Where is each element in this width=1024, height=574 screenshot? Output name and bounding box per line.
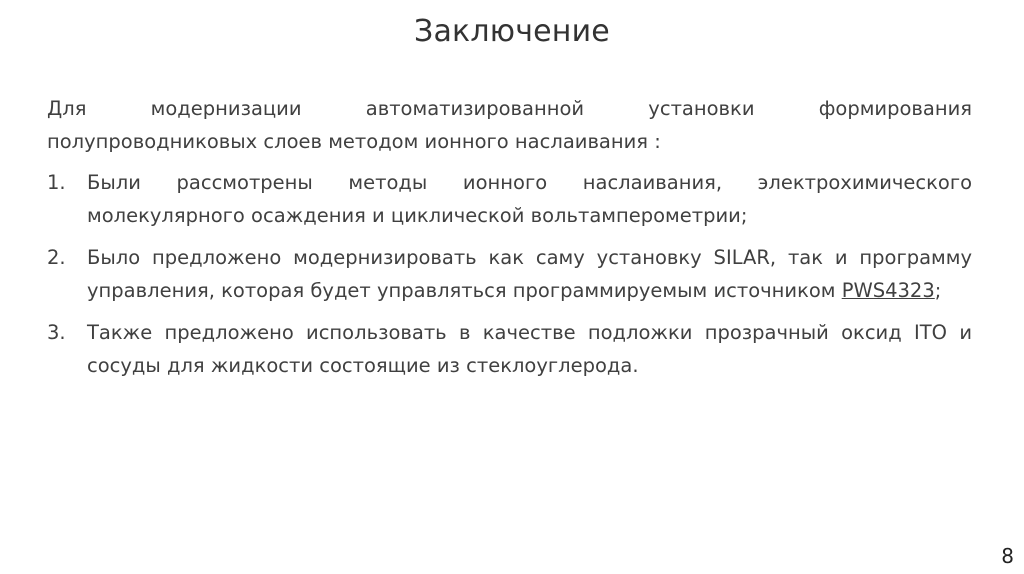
- intro-line-1: Для модернизации автоматизированной установки формирования: [47, 97, 972, 120]
- list-item-number: 3.: [47, 321, 66, 344]
- list-item-number: 1.: [47, 171, 66, 194]
- list-item: [47, 241, 972, 307]
- pws4323-link[interactable]: PWS4323: [841, 279, 935, 302]
- list-item-text: Были рассмотрены методы ионного наслаивания, электрохимического молекулярного осаждения и циклической вольтамперометрии;: [87, 171, 972, 227]
- list-item-text: Было предложено модернизировать как саму установку SILAR, так и программу управления, которая будет управляться программируемым источником: [87, 246, 972, 302]
- list-item-text-end: ;: [934, 279, 942, 302]
- conclusion-list: [47, 166, 972, 382]
- list-item: [47, 316, 972, 382]
- intro-line-2: полупроводниковых слоев методом ионного наслаивания :: [47, 130, 661, 153]
- page-number: 8: [1001, 544, 1014, 568]
- list-item-text: Также предложено использовать в качестве подложки прозрачный оксид ITO и сосуды для жидкости состоящие из стеклоуглерода.: [87, 321, 972, 377]
- slide-title: Заключение: [414, 14, 610, 49]
- intro-paragraph: [47, 92, 972, 158]
- list-item: [47, 166, 972, 232]
- slide-content: [47, 92, 972, 391]
- list-item-number: 2.: [47, 246, 66, 269]
